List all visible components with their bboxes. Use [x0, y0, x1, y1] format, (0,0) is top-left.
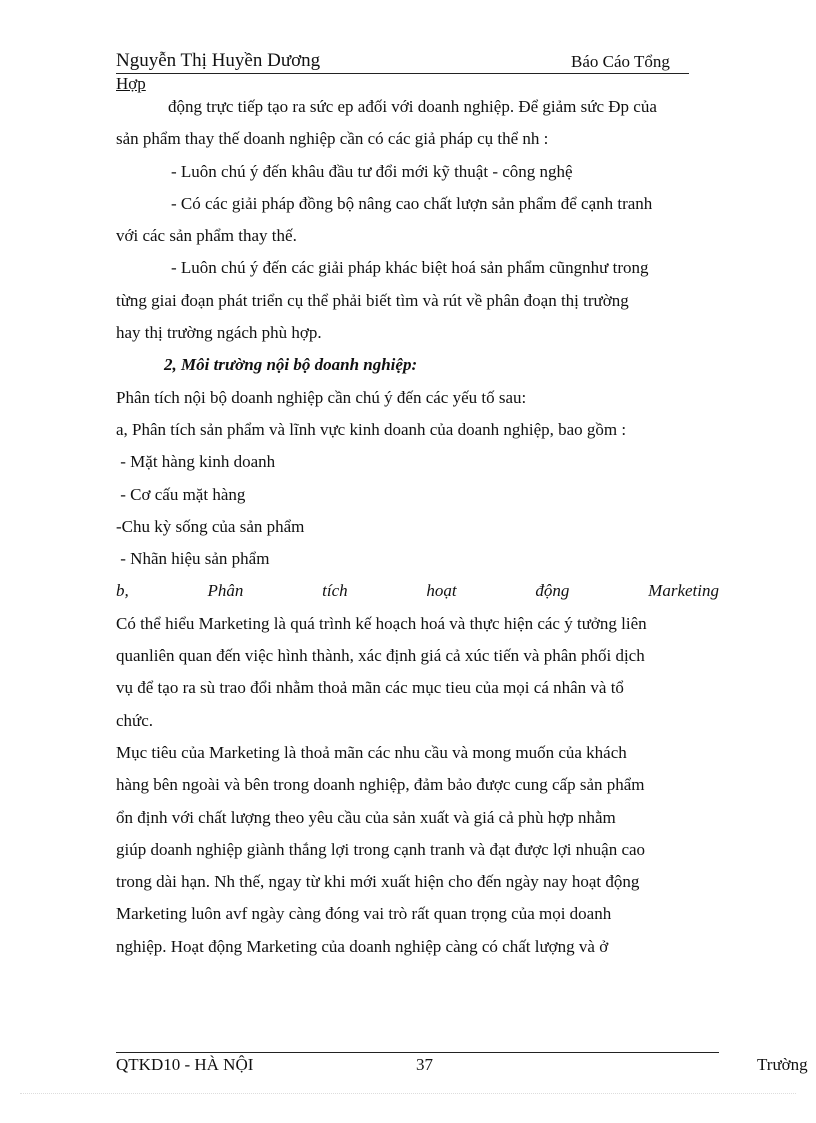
paragraph-line: với các sản phẩm thay thế.: [116, 226, 297, 246]
header-author: Nguyễn Thị Huyền Dương: [116, 50, 321, 71]
header-title-continuation: Hợp: [116, 74, 146, 93]
footer-right-text: Trường: [757, 1055, 808, 1074]
paragraph-line: quanliên quan đến việc hình thành, xác định giá cả xúc tiến và phân phối dịch: [116, 646, 645, 666]
list-item: - Mặt hàng kinh doanh: [116, 452, 276, 472]
footer-left-text: QTKD10 - HÀ NỘI: [116, 1055, 254, 1074]
paragraph-line: a, Phân tích sản phẩm và lĩnh vực kinh doanh của doanh nghiệp, bao gồm :: [116, 419, 627, 439]
subsection-heading: b, Phân tích hoạt động Marketing: [116, 581, 719, 601]
header-title: Báo Cáo Tổng: [571, 52, 670, 71]
list-item: - Luôn chú ý đến các giải pháp khác biệt hoá sản phẩm cũngnhư trong: [171, 258, 649, 278]
header-rule: [116, 73, 689, 74]
paragraph-line: từng giai đoạn phát triển cụ thể phải biết tìm và rút về phân đoạn thị trường: [116, 290, 629, 310]
paragraph-line: Phân tích nội bộ doanh nghiệp cần chú ý đến các yếu tố sau:: [116, 387, 527, 407]
paragraph-line: hay thị trường ngách phù hợp.: [116, 323, 322, 343]
page-number: 37: [416, 1055, 433, 1074]
page-bottom-divider: [20, 1093, 796, 1094]
paragraph-line: vụ để tạo ra sù trao đổi nhằm thoả mãn các mục tieu của mọi cá nhân và tổ: [116, 678, 624, 698]
paragraph-line: hàng bên ngoài và bên trong doanh nghiệp, đảm bảo được cung cấp sản phẩm: [116, 775, 645, 795]
list-item: - Cơ cấu mặt hàng: [116, 484, 246, 504]
list-item: - Có các giải pháp đồng bộ nâng cao chất lượn sản phẩm để cạnh tranh: [171, 193, 653, 213]
list-item: -Chu kỳ sống của sản phẩm: [116, 516, 305, 536]
paragraph-line: sản phẩm thay thế doanh nghiệp cần có các giả pháp cụ thể nh :: [116, 129, 549, 149]
paragraph-line: ổn định với chất lượng theo yêu cầu của sản xuất và giá cả phù hợp nhằm: [116, 807, 616, 827]
paragraph-line: động trực tiếp tạo ra sức ep ađối với doanh nghiệp. Để giảm sức Đp của: [168, 97, 657, 116]
document-body: [116, 91, 719, 963]
paragraph-line: Có thể hiểu Marketing là quá trình kế hoạch hoá và thực hiện các ý tưởng liên: [116, 613, 647, 633]
list-item: - Luôn chú ý đến khâu đầu tư đổi mới kỹ thuật - công nghệ: [171, 161, 573, 181]
paragraph-line: Marketing luôn avf ngày càng đóng vai trò rất quan trọng của mọi doanh: [116, 904, 612, 924]
paragraph-line: giúp doanh nghiệp giành thắng lợi trong cạnh tranh và đạt được lợi nhuận cao: [116, 839, 646, 859]
paragraph-line: Mục tiêu của Marketing là thoả mãn các nhu cầu và mong muốn của khách: [116, 742, 627, 762]
paragraph-line: trong dài hạn. Nh thế, ngay từ khi mới xuất hiện cho đến ngày nay hoạt động: [116, 872, 640, 892]
footer-rule: [116, 1052, 719, 1053]
section-heading: 2, Môi trường nội bộ doanh nghiệp:: [164, 355, 418, 375]
list-item: - Nhãn hiệu sản phẩm: [116, 549, 270, 569]
paragraph-line: chức.: [116, 710, 154, 730]
paragraph-line: nghiệp. Hoạt động Marketing của doanh nghiệp càng có chất lượng và ở: [116, 936, 609, 956]
